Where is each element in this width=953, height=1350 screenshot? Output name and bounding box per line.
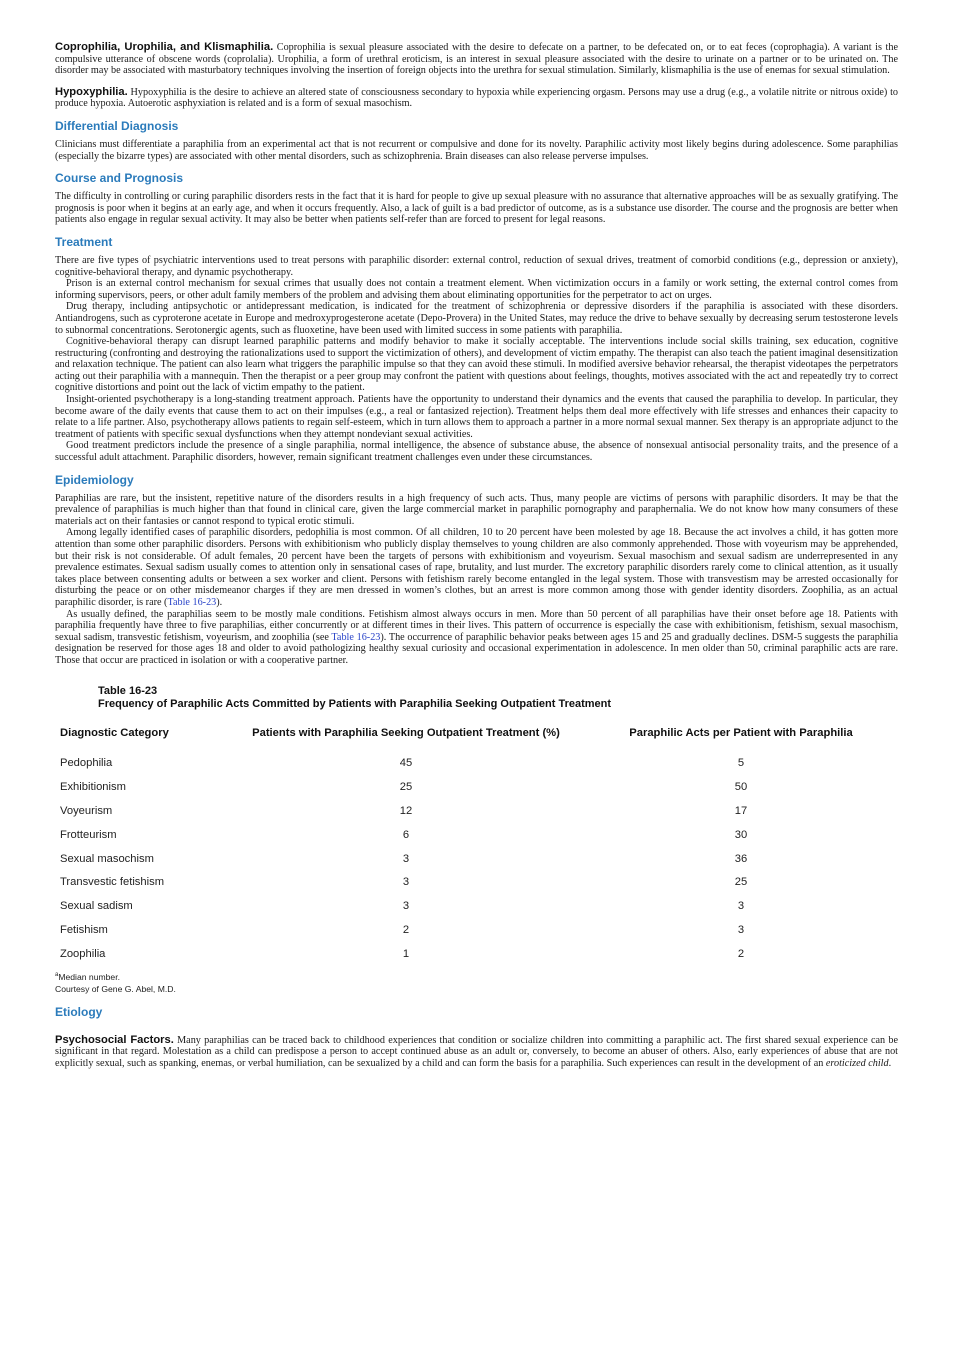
cell-percent: 1 xyxy=(402,947,410,960)
cell-acts: 30 xyxy=(734,828,748,841)
cell-acts: 17 xyxy=(734,805,748,818)
table-row xyxy=(55,823,898,847)
table-row xyxy=(55,799,898,823)
psychosocial-title: Psychosocial Factors. xyxy=(55,1033,174,1046)
treatment-paragraph-6: Good treatment predictors include the presence of a single paraphilia, normal intelligence, the absence of substance abuse, the absence of nonsexual antisocial personality traits, and the presence of a successful adult attachment. Paraphilic disorders, however, remain significant treatment challenges even under these circumstances. xyxy=(55,440,898,464)
cell-acts: 25 xyxy=(734,876,748,889)
treatment-heading: Treatment xyxy=(55,234,113,249)
treatment-paragraph-2: Prison is an external control mechanism for sexual crimes that usually does not contain a treatment element. When victimization occurs in a family or work setting, the external control comes from informing supervisors, peers, or other adult family members of the problem and advising them about eliminating opportunities for the perpetrator to act on urges. xyxy=(55,278,898,301)
table-row xyxy=(55,775,898,799)
cell-percent: 2 xyxy=(402,924,410,936)
course-heading: Course and Prognosis xyxy=(55,171,184,186)
cell-percent: 3 xyxy=(402,876,410,889)
cell-acts: 3 xyxy=(737,924,745,936)
epidemiology-p3-text-b: ). The occurrence of paraphilic behavior peaks between ages 15 and 25 and gradually declines. DSM-5 suggests the paraphilia designation be reserved for those ages 18 and older to avoid pathologizing healthy sexual curiosity and occasional experimentation in adolescence. In men older than 50, criminal paraphilic acts are rare. Those that occur are practiced in isolation or with a cooperative partner. xyxy=(55,631,899,666)
epidemiology-paragraph-2 xyxy=(55,527,898,608)
cell-category: Transvestic fetishism xyxy=(60,876,165,889)
treatment-paragraph-1: There are five types of psychiatric interventions used to treat persons with paraphilic disorder: external control, reduction of sexual drives, treatment of comorbid conditions (e.g., depression or anxiety), cognitive-behavioral therapy, and dynamic psychotherapy. xyxy=(55,254,898,278)
table-link[interactable]: Table 16-23 xyxy=(331,631,381,643)
cell-percent: 6 xyxy=(402,828,410,841)
frequency-table xyxy=(55,727,898,966)
cell-acts: 5 xyxy=(737,757,745,770)
etiology-heading: Etiology xyxy=(55,1004,103,1019)
treatment-paragraph-4: Cognitive-behavioral therapy can disrupt learned paraphilic patterns and modify behavior to make it socially acceptable. The interventions include social skills training, sex education, cognitive restructuring (confronting and destroying the rationalizations used to support the victimization of others), and development of victim empathy. The therapist can also teach the patient imaginal desensitization and relaxation technique. The patient can also learn what triggers the paraphilic impulse so that they can avoid these stimuli. In modified aversive behavior rehearsal, the therapist videotapes the perpetrators acting out their paraphilia with a mannequin. Then the therapist or a peer group may confront the patient with questions about feelings, thoughts, motives associated with the act and repeatedly try to correct cognitive distortions and point out the lack of victim empathy to the patient. xyxy=(55,336,898,394)
table-row xyxy=(55,871,898,895)
cell-category: Sexual sadism xyxy=(60,900,133,913)
cell-category: Zoophilia xyxy=(60,947,106,960)
column-header-acts: Paraphilic Acts per Patient with Paraphilia xyxy=(629,726,853,739)
table-section xyxy=(55,685,898,996)
coprophilia-paragraph xyxy=(55,42,898,77)
epidemiology-p3-text-a: As usually defined, the paraphilias seem to be mostly male conditions. Fetishism almost always occurs in men. More than 50 percent of all paraphilias have their onset before age 18. Patients with paraphilia frequently have three to five paraphilias, either concurrently or at different times in their lives. This pattern of occurrence is especially the case with exhibitionism, fetishism, sexual masochism, sexual sadism, transvestic fetishism, voyeurism, and zoophilia (see xyxy=(55,608,898,643)
cell-acts: 3 xyxy=(737,900,745,913)
table-row xyxy=(55,942,898,966)
cell-percent: 3 xyxy=(402,900,410,913)
table-footnote xyxy=(55,969,898,983)
hypoxyphilia-title: Hypoxyphilia. xyxy=(55,85,128,98)
table-number: Table 16-23 xyxy=(98,684,158,697)
cell-percent: 3 xyxy=(402,852,410,865)
eroticized-child-term: eroticized child xyxy=(825,1057,889,1069)
cell-percent: 45 xyxy=(399,757,413,770)
course-text: The difficulty in controlling or curing paraphilic disorders rests in the fact that it is hard for people to give up sexual pleasure with no assurance that alternative approaches will be as sexually gratifying. The prognosis is poor when it begins at an early age, and when it occurs frequently. Also, a lack of guilt is a bad predictor of outcome, as is a substance use disorder. The course and the prognosis are better when patients also engage in regular sexual activity. It may also be better when patients self-refer than are forced to present for legal reasons. xyxy=(55,191,898,226)
column-header-category: Diagnostic Category xyxy=(60,726,169,739)
epidemiology-heading: Epidemiology xyxy=(55,472,134,487)
footnote-mark: a xyxy=(55,971,59,978)
hypoxyphilia-paragraph xyxy=(55,87,898,110)
epidemiology-p2-end: ). xyxy=(216,596,223,608)
hypoxyphilia-text: Hypoxyphilia is the desire to achieve an altered state of consciousness secondary to hypoxia while experiencing orgasm. Persons may use a drug (e.g., a volatile nitrite or nitrous oxide) to produce hypoxia. Autoerotic asphyxiation is related and is a form of sexual masochism. xyxy=(55,86,899,110)
cell-acts: 50 xyxy=(734,781,748,794)
table-courtesy: Courtesy of Gene G. Abel, M.D. xyxy=(55,984,176,995)
etiology-text: Many paraphilias can be traced back to childhood experiences that condition or socialize children into committing a paraphilic act. The first shared sexual experience can be significant in that regard. Molestation as a child can predispose a person to accept continued abuse as an adult or, conversely, to become an abuser of others. Also, early experiences of abuse that are not explicitly sexual, such as spanking, enemas, or verbal humiliation, can be sexualized by a child and can form the basis for a paraphilia. Such experiences can result in the development of an xyxy=(55,1034,898,1069)
etiology-end: . xyxy=(888,1057,892,1069)
footnote-text: Median number. xyxy=(58,971,120,982)
treatment-paragraph-3: Drug therapy, including antipsychotic or antidepressant medication, is indicated for the treatment of schizophrenia or depressive disorders if the paraphilia is associated with these disorders. Antiandrogens, such as cyproterone acetate in Europe and medroxyprogesterone acetate (Depo-Provera) in the United States, may reduce the drive to behave sexually by decreasing serum testosterone levels to subnormal concentrations. Serotonergic agents, such as fluoxetine, have been used with limited success in some patients with paraphilia. xyxy=(55,301,898,336)
cell-category: Sexual masochism xyxy=(60,852,154,865)
epidemiology-paragraph-3 xyxy=(55,609,898,667)
cell-category: Pedophilia xyxy=(60,757,113,770)
table-caption xyxy=(98,685,898,711)
page xyxy=(55,42,898,1069)
table-title: Frequency of Paraphilic Acts Committed by Patients with Paraphilia Seeking Outpatient Treatment xyxy=(98,697,612,710)
table-row xyxy=(55,847,898,871)
table-header-row xyxy=(55,727,898,752)
cell-category: Fetishism xyxy=(60,924,108,936)
coprophilia-text: Coprophilia is sexual pleasure associated with the desire to defecate on a partner, to be defecated on, or to eat feces (coprophagia). A variant is the compulsive utterance of obscene words (coprolalia). Urophilia, a form of urethral eroticism, is an interest in sexual pleasure associated with the desire to urinate on a partner or to be urinated on. The disorder may be associated with masturbatory techniques involving the insertion of foreign objects into the urethra for sexual stimulation. Similarly, klismaphilia is the use of enemas for sexual stimulation. xyxy=(55,42,899,77)
cell-category: Frotteurism xyxy=(60,828,117,841)
table-row xyxy=(55,918,898,942)
coprophilia-title: Coprophilia, Urophilia, and Klismaphilia. xyxy=(55,41,274,53)
epidemiology-paragraph-1: Paraphilias are rare, but the insistent, repetitive nature of the disorders results in a high frequency of such acts. Thus, many people are victims of persons with paraphilic disorders. It may be that the prevalence of paraphilias is much higher than that found in clinical care, given the large commercial market in paraphilic pornography and paraphernalia. We do not know how many consumers of these materials act on their fantasies or cannot respond to typical erotic stimuli. xyxy=(55,492,898,527)
epidemiology-p2-text: Among legally identified cases of paraphilic disorders, pedophilia is most common. Of all children, 10 to 20 percent have been molested by age 18. Because the act involves a child, it has gotten more attention than some other paraphilic disorders. Persons with exhibitionism who publicly display themselves to young children are also commonly apprehended. Those with voyeurism may be apprehended, but their risk is not considerable. Of adult females, 20 percent have been the targets of persons with exhibitionism and voyeurism. Sexual masochism and sexual sadism are underrepresented in any prevalence estimates. Sexual sadism usually comes to attention only in sensational cases of rape, brutality, and lust murder. The excretory paraphilic disorders rarely come to clinical attention, as it usually takes place between consenting adults or between a sex worker and client. Persons with fetishism rarely become entangled in the legal system. Those with transvestism may be arrested occasionally for disturbing the peace or on other misdemeanor charges if they are men dressed in women’s clothes, but an arrest is more common among those with gender identity disorders. Zoophilia, as an actual paraphilic disorder, is rare ( xyxy=(55,527,898,608)
cell-acts: 2 xyxy=(737,947,745,960)
treatment-paragraph-5: Insight-oriented psychotherapy is a long-standing treatment approach. Patients have the opportunity to understand their dynamics and the events that caused the paraphilia to develop. In particular, they become aware of the daily events that cause them to act on their impulses (e.g., a real or fantasized rejection). Treatment helps them deal more effectively with life stresses and enhances their capacity to relate to a life partner. Also, psychotherapy allows patients to regain self-esteem, which in turn allows them to approach a partner in a more normal sexual manner. Sex therapy is an appropriate adjunct to the treatment of patients with specific sexual dysfunctions when they attempt nondeviant sexual activities. xyxy=(55,394,898,440)
cell-acts: 36 xyxy=(734,852,748,865)
cell-category: Voyeurism xyxy=(60,805,113,818)
cell-category: Exhibitionism xyxy=(60,781,126,794)
differential-heading: Differential Diagnosis xyxy=(55,118,179,133)
table-row xyxy=(55,752,898,776)
etiology-paragraph xyxy=(55,1035,898,1070)
cell-percent: 12 xyxy=(399,805,413,818)
table-link[interactable]: Table 16-23 xyxy=(167,596,217,608)
table-row xyxy=(55,894,898,918)
differential-text: Clinicians must differentiate a paraphilia from an experimental act that is not recurrent or compulsive and done for its novelty. Paraphilic activity most likely begins during adolescence. Some paraphilias (especially the bizarre types) are associated with other mental disorders, such as schizophrenia. Brain diseases can also release perverse impulses. xyxy=(55,138,898,162)
cell-percent: 25 xyxy=(399,781,413,794)
column-header-percent: Patients with Paraphilia Seeking Outpatient Treatment (%) xyxy=(252,726,560,739)
